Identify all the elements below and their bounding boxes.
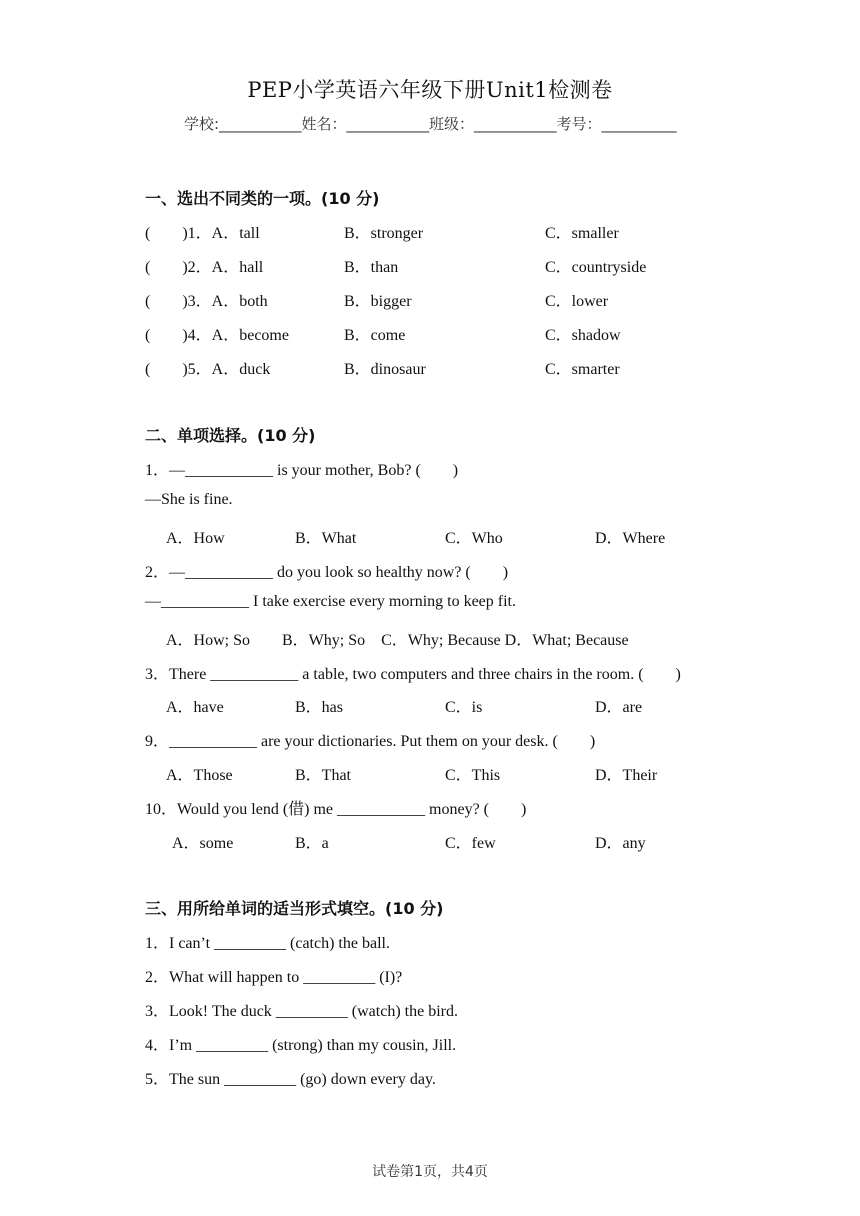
s2-q1-option-d: D．Where xyxy=(595,530,666,547)
s2-q1-option-a: A．How xyxy=(166,530,225,547)
s3-item5: 5．The sun _________ (go) down every day. xyxy=(145,1071,436,1088)
s1-item2-a: ( )2．A．hall xyxy=(145,259,264,276)
s2-q10-question: 10．Would you lend (借) me ___________ money? ( ) xyxy=(145,801,527,818)
page-footer: 试卷第1页，共4页 xyxy=(372,1164,488,1180)
s1-item1-b: B．stronger xyxy=(344,225,424,242)
s1-item4-b: B．come xyxy=(344,327,406,344)
page-title: PEP小学英语六年级下册Unit1检测卷 xyxy=(247,78,613,102)
s2-q1-option-c: C．Who xyxy=(445,530,503,547)
s2-q10-option-a: A．some xyxy=(172,835,234,852)
s3-item3: 3．Look! The duck _________ (watch) the bird. xyxy=(145,1003,458,1020)
s3-item4: 4．I’m _________ (strong) than my cousin, Jill. xyxy=(145,1037,457,1054)
s1-item4-a: ( )4．A．become xyxy=(145,327,289,344)
s2-q10-option-c: C．few xyxy=(445,835,496,852)
s2-q1-question: 1．—___________ is your mother, Bob? ( ) xyxy=(145,462,459,479)
s1-item1-a: ( )1．A．tall xyxy=(145,225,260,242)
s2-q1-answer: —She is fine. xyxy=(145,491,233,508)
s1-item3-b: B．bigger xyxy=(344,293,412,310)
s1-item2-c: C．countryside xyxy=(545,259,647,276)
s2-q2-question: 2．—___________ do you look so healthy now? ( ) xyxy=(145,564,509,581)
s2-q1-option-b: B．What xyxy=(295,530,357,547)
s2-q10-option-b: B．a xyxy=(295,835,329,852)
s1-item1-c: C．smaller xyxy=(545,225,619,242)
s2-q9-option-b: B．That xyxy=(295,767,351,784)
section1-heading: 一、选出不同类的一项。(10 分) xyxy=(145,189,380,208)
s2-q3-question: 3．There ___________ a table, two computers and three chairs in the room. ( ) xyxy=(145,666,681,683)
s1-item5-a: ( )5．A．duck xyxy=(145,361,271,378)
s2-q10-option-d: D．any xyxy=(595,835,646,852)
section3-heading: 三、用所给单词的适当形式填空。(10 分) xyxy=(145,899,444,918)
s1-item4-c: C．shadow xyxy=(545,327,621,344)
s1-item3-a: ( )3．A．both xyxy=(145,293,268,310)
s2-q2-answer: —___________ I take exercise every morning to keep fit. xyxy=(145,593,516,610)
s2-q9-question: 9．___________ are your dictionaries. Put them on your desk. ( ) xyxy=(145,733,596,750)
s1-item5-c: C．smarter xyxy=(545,361,620,378)
s2-q3-option-a: A．have xyxy=(166,699,224,716)
s3-item1: 1．I can’t _________ (catch) the ball. xyxy=(145,935,390,952)
s2-q9-option-d: D．Their xyxy=(595,767,658,784)
s2-q3-option-b: B．has xyxy=(295,699,344,716)
s3-item2: 2．What will happen to _________ (I)? xyxy=(145,969,403,986)
section2-heading: 二、单项选择。(10 分) xyxy=(145,426,316,445)
s2-q3-option-d: D．are xyxy=(595,699,643,716)
s2-q9-option-a: A．Those xyxy=(166,767,233,784)
s2-q3-option-c: C．is xyxy=(445,699,483,716)
student-info-line: 学校:___________姓名：___________班级：___________考号：__________ xyxy=(184,115,677,133)
s2-q2-options: A．How; So B．Why; So C．Why; Because D．What; Because xyxy=(166,632,629,649)
s1-item2-b: B．than xyxy=(344,259,399,276)
s2-q9-option-c: C．This xyxy=(445,767,501,784)
s1-item3-c: C．lower xyxy=(545,293,609,310)
s1-item5-b: B．dinosaur xyxy=(344,361,426,378)
